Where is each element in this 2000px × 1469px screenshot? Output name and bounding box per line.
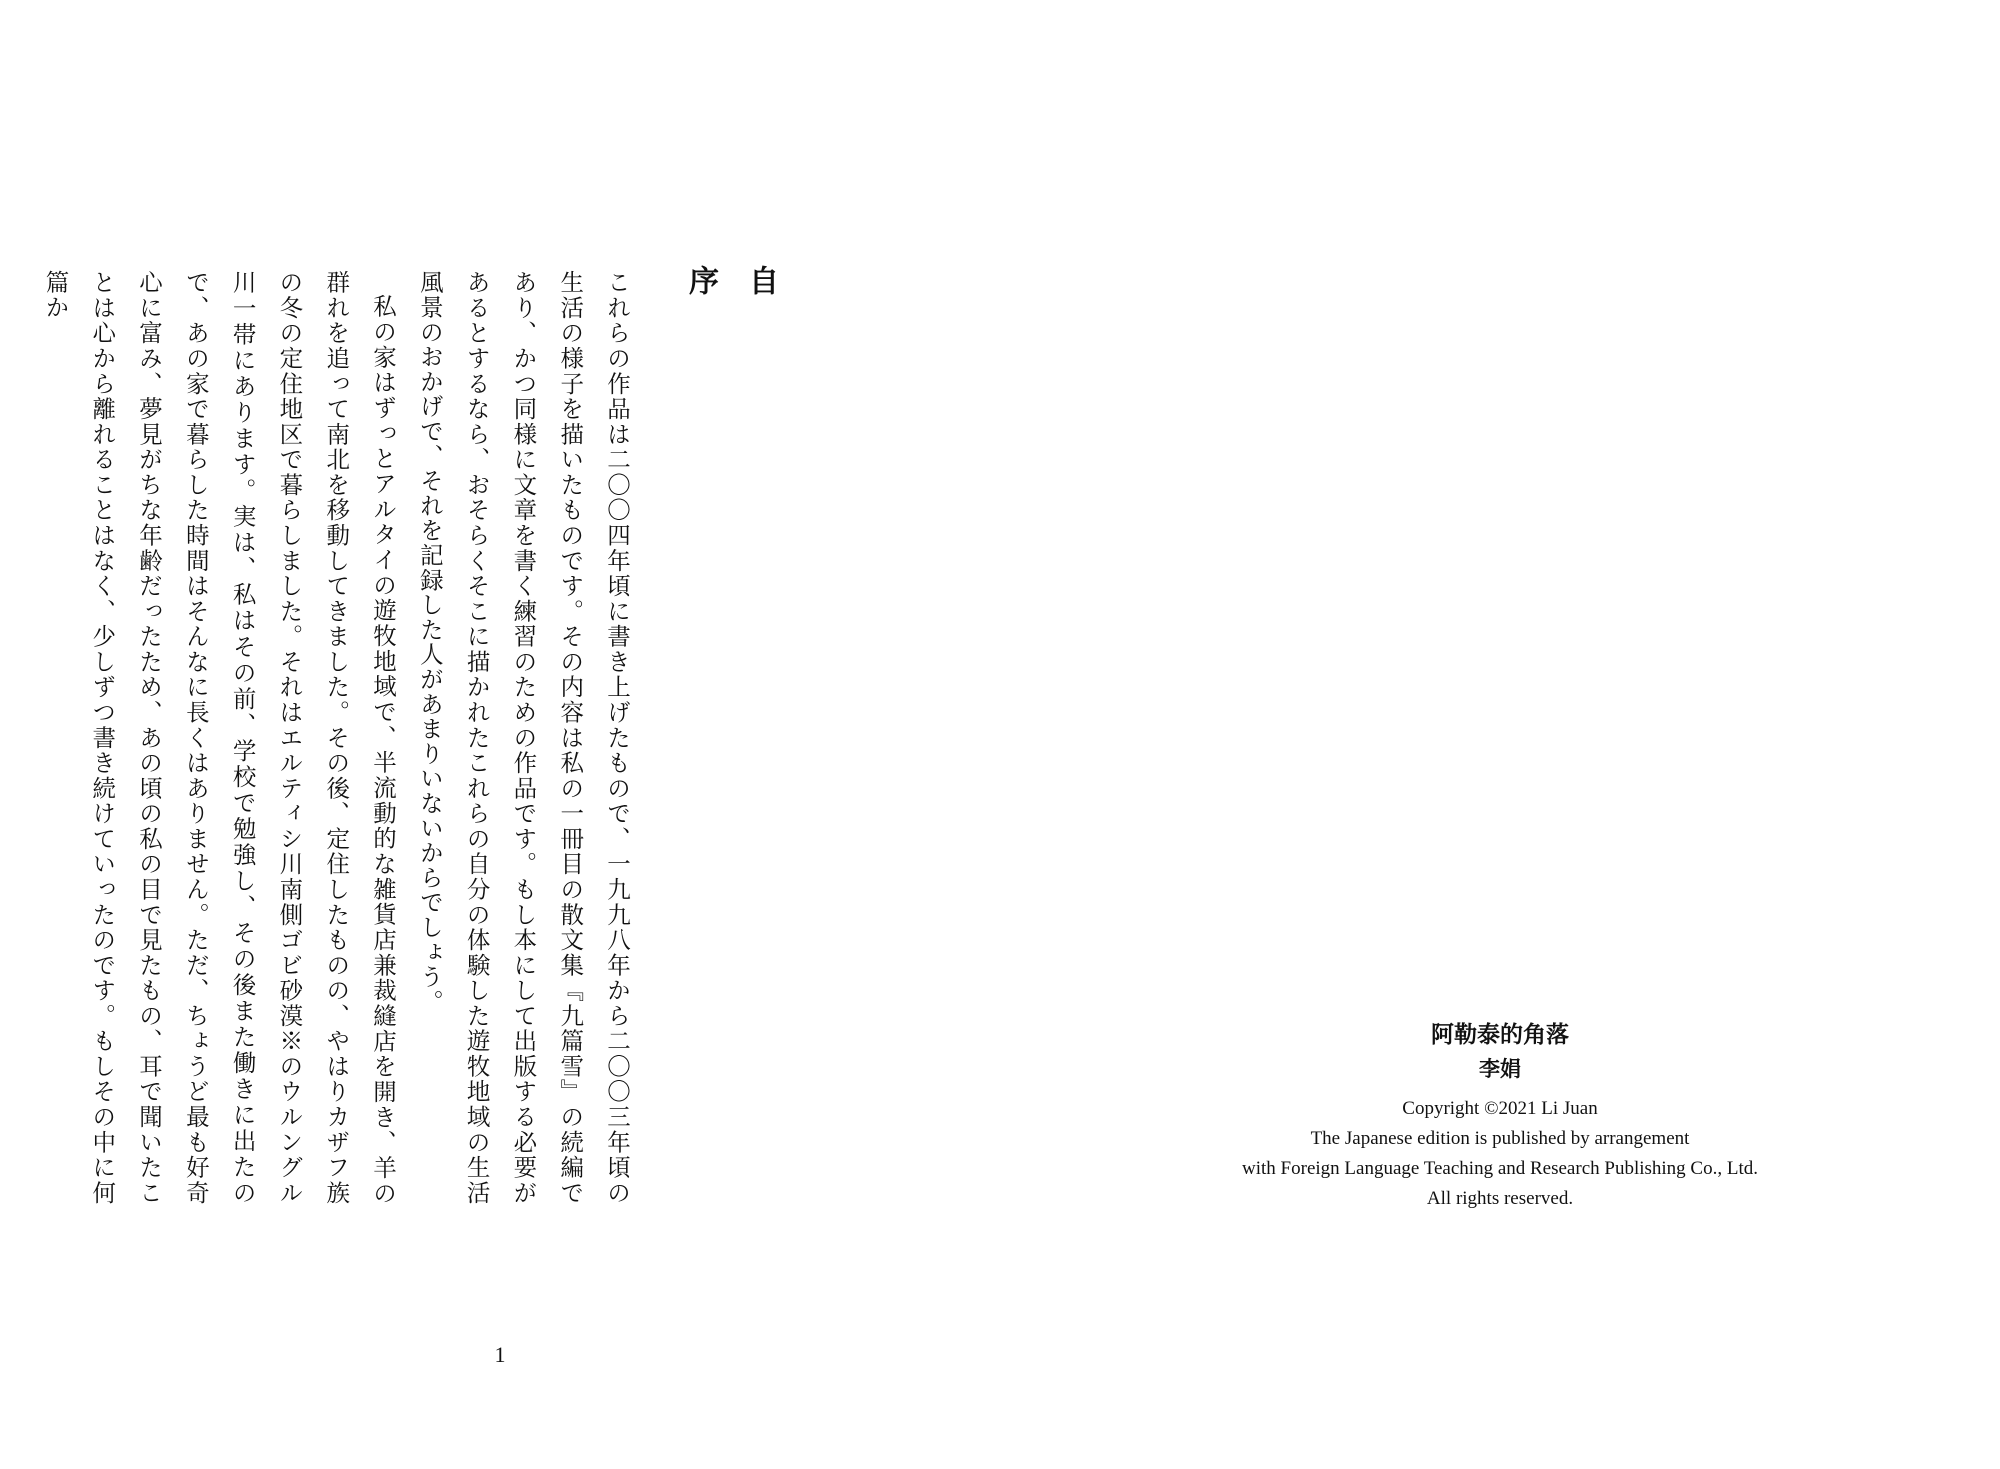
body-text [41,270,640,1205]
author-name: 李娟 [1479,1056,1521,1081]
edition-line: The Japanese edition is published by arrangement [1310,1128,1690,1149]
copyright-line: Copyright ©2021 Li Juan [1402,1098,1598,1119]
rights-line: All rights reserved. [1426,1188,1574,1209]
page-number: 1 [494,1342,506,1367]
paragraph: 私の家はずっとアルタイの遊牧地域で、半流動的な雑貨店兼裁縫店を開き、羊の群れを追って南北を移動してきました。その後、定住したものの、やはりカザフ族の冬の定住地区で暮らしました。それはエルティシ川南側ゴビ砂漠※のウルングル川一帯にあります。実は、私はその前、学校で勉強し、その後また働きに出たので、あの家で暮らした時間はそんなに長くはありません。ただ、ちょうど最も好奇心に富み、夢見がちな年齢だったため、あの頃の私の目で見たもの、耳で聞いたことは心から離れることはなく、少しずつ書き続けていったのです。もしその中に何篇か [41,270,398,1205]
edition-line: with Foreign Language Teaching and Research Publishing Co., Ltd. [1242,1158,1758,1179]
original-title: 阿勒泰的角落 [1431,1021,1569,1048]
colophon [1200,1018,1800,1214]
chapter-title: 自 序 [683,265,778,321]
paragraph: これらの作品は二〇〇四年頃に書き上げたもので、一九九八年から二〇〇三年頃の生活の様子を描いたものです。その内容は私の一冊目の散文集『九篇雪』の続編であり、かつ同様に文章を書く練習のための作品です。もし本にして出版する必要があるとするなら、おそらくそこに描かれたこれらの自分の体験した遊牧地域の生活風景のおかげで、それを記録した人があまりいないからでしょう。 [415,270,631,1205]
right-page [1000,0,2000,1469]
colophon-spacer [1200,1086,1800,1094]
